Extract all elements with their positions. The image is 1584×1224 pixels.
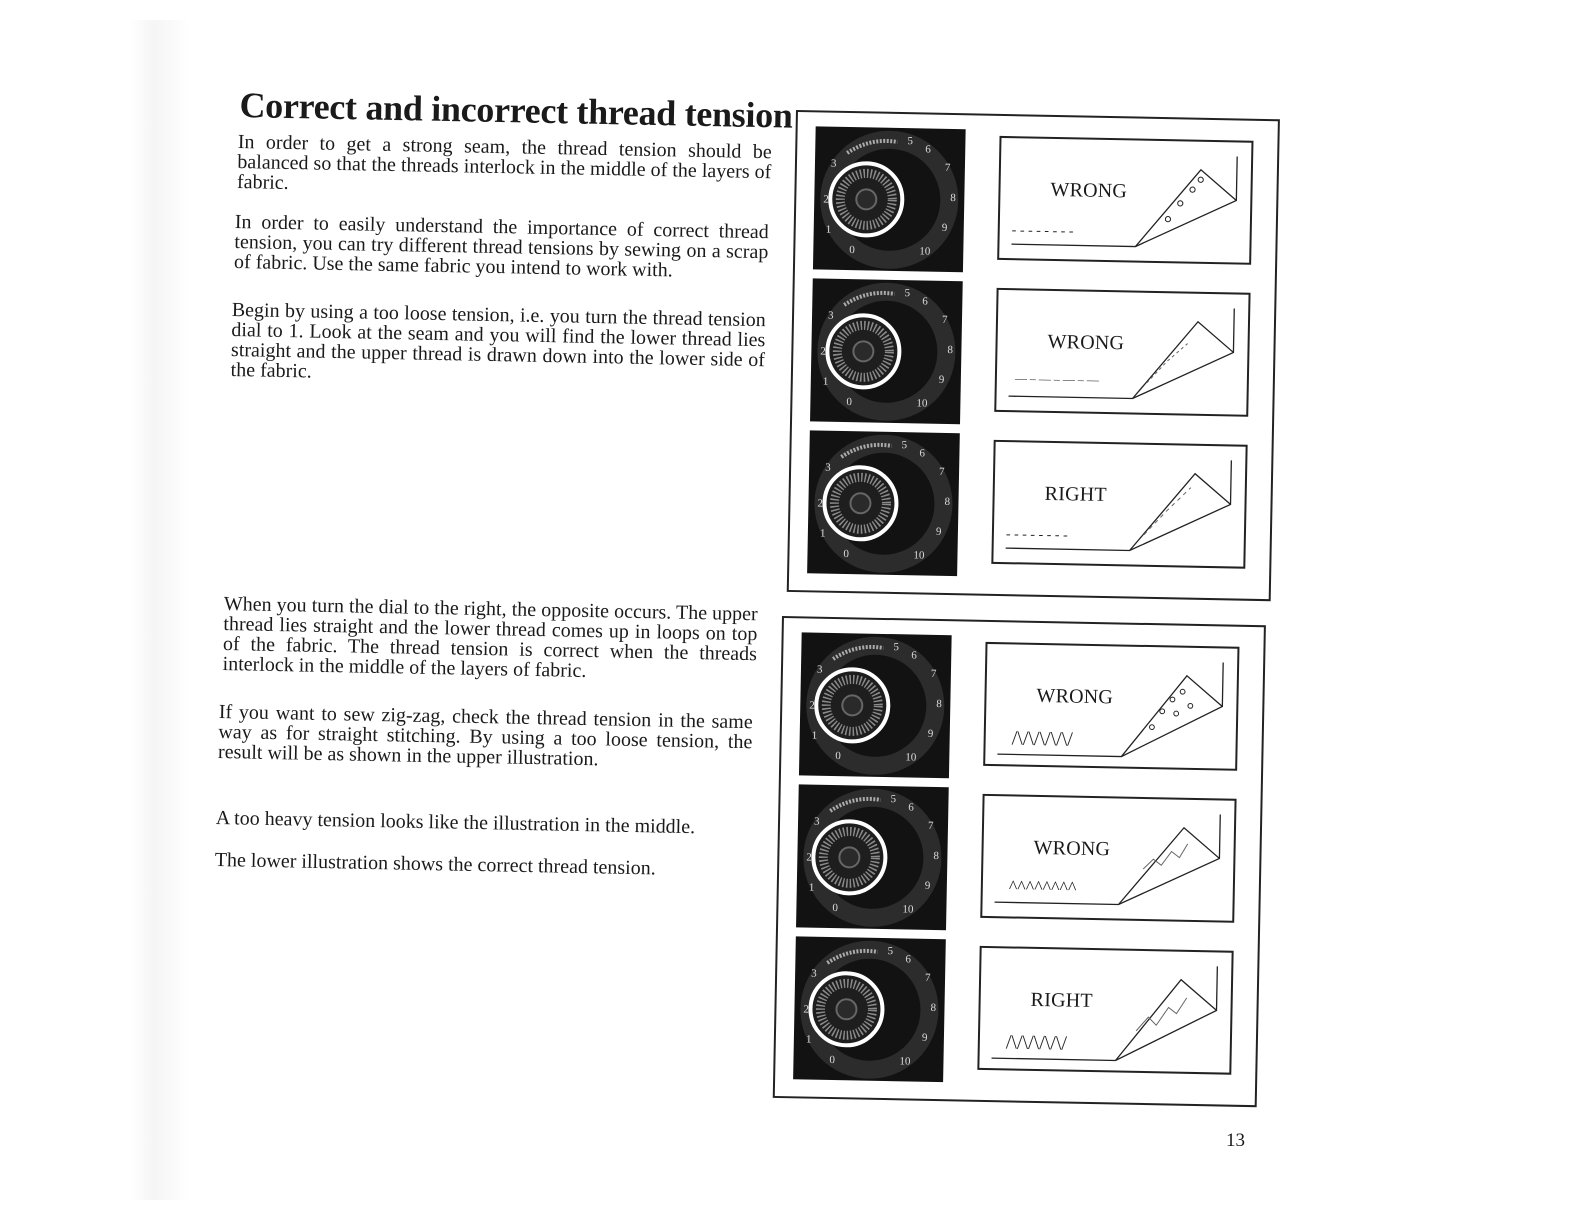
dial-number-6: 6 — [905, 953, 912, 966]
dial-number-0: 0 — [846, 396, 853, 409]
dial-number-9: 9 — [927, 727, 934, 740]
dial-number-5: 5 — [907, 135, 914, 148]
diagram-label: WRONG — [1033, 836, 1111, 861]
dial-number-10: 10 — [899, 1055, 911, 1068]
paragraph-loose-tension: Begin by using a too loose tension, i.e. you turn the thread tension dial to 1. Look at the seam and you will find the lower thread lies straight and the upper thread is drawn down into the lower side of the fabric. — [230, 299, 766, 383]
tension-dial-image — [813, 126, 966, 272]
dial-number-9: 9 — [941, 221, 948, 234]
tension-dial-image — [810, 278, 963, 424]
page-title: Correct and incorrect thread tension — [239, 84, 793, 136]
dial-number-8: 8 — [944, 495, 951, 509]
dial-number-7: 7 — [941, 313, 948, 326]
dial-number-10: 10 — [905, 751, 917, 764]
dial-number-8: 8 — [936, 697, 942, 711]
zigzag-stitch-panel — [773, 616, 1266, 1107]
stitch-line: /\/\/\/\/\/ — [1005, 1031, 1068, 1055]
tension-dial-graphic — [810, 278, 963, 424]
dial-number-3: 3 — [811, 967, 817, 980]
diagram-label: WRONG — [1050, 178, 1128, 203]
stitch-diagram-heavy — [994, 288, 1250, 417]
dial-number-5: 5 — [893, 641, 900, 654]
dial-number-0: 0 — [835, 750, 841, 763]
dial-number-5: 5 — [904, 287, 911, 300]
stitch-line: - - - - - - - - — [1011, 223, 1074, 240]
dial-number-9: 9 — [935, 525, 942, 538]
dial-number-3: 3 — [830, 157, 837, 170]
straight-stitch-panel — [787, 110, 1280, 601]
tension-dial-image — [807, 430, 960, 576]
page-binding-shadow — [130, 20, 190, 1200]
dial-number-2: 2 — [809, 699, 815, 712]
dial-number-9: 9 — [921, 1031, 928, 1044]
dial-number-7: 7 — [924, 971, 931, 984]
dial-number-7: 7 — [944, 161, 951, 174]
diagram-label: WRONG — [1047, 330, 1125, 355]
dial-number-10: 10 — [902, 903, 914, 916]
paragraph-tight-tension: When you turn the dial to the right, the opposite occurs. The upper thread lies straight and the lower thread comes up in loops on top of the fabric. The thread tension is correct when the threads interlock in the middle of the layers of fabric. — [222, 593, 758, 682]
dial-number-7: 7 — [927, 819, 934, 832]
dial-number-1: 1 — [825, 223, 832, 236]
dial-number-6: 6 — [908, 801, 914, 814]
tension-dial-image — [799, 632, 952, 778]
dial-number-6: 6 — [911, 649, 917, 662]
dial-number-5: 5 — [887, 945, 894, 958]
stitch-line: /\/\/\/\/\/ — [1011, 727, 1074, 751]
dial-number-8: 8 — [950, 191, 956, 205]
dial-number-7: 7 — [938, 465, 945, 478]
dial-number-1: 1 — [811, 729, 818, 742]
tension-dial-graphic — [796, 784, 949, 930]
dial-number-9: 9 — [924, 879, 931, 892]
zigzag-diagram-heavy — [980, 794, 1236, 923]
dial-number-0: 0 — [849, 244, 855, 257]
tension-dial-graphic — [799, 632, 952, 778]
tension-dial-graphic — [793, 936, 946, 1082]
dial-number-0: 0 — [832, 902, 839, 915]
zigzag-diagram-correct — [977, 946, 1233, 1075]
dial-number-5: 5 — [901, 439, 908, 452]
dial-number-3: 3 — [813, 815, 820, 828]
tension-dial-graphic — [807, 430, 960, 576]
diagram-label: RIGHT — [1030, 988, 1093, 1013]
dial-number-2: 2 — [823, 193, 829, 206]
paragraph-intro: In order to get a strong seam, the thread tension should be balanced so that the threads interlock in the middle of the layers of fabric. — [236, 131, 772, 194]
dial-number-6: 6 — [925, 143, 931, 156]
stitch-line: — – — – — – — — [1014, 371, 1100, 387]
tension-dial-image — [796, 784, 949, 930]
dial-number-1: 1 — [822, 375, 829, 388]
dial-number-6: 6 — [922, 295, 928, 308]
dial-number-8: 8 — [933, 849, 940, 863]
stitch-illustration — [982, 796, 1234, 921]
dial-number-2: 2 — [803, 1003, 810, 1016]
dial-number-0: 0 — [843, 547, 850, 561]
dial-number-2: 2 — [806, 851, 812, 864]
stitch-line: - - - - - - - - — [1005, 527, 1068, 544]
dial-number-6: 6 — [919, 447, 926, 460]
dial-number-1: 1 — [805, 1033, 812, 1046]
stitch-illustration — [996, 290, 1248, 415]
dial-number-8: 8 — [947, 343, 954, 357]
paragraph-zigzag: If you want to sew zig-zag, check the thread tension in the same way as for straight stitching. By using a too loose tension, the result will be as shown in the upper illustration. — [217, 701, 753, 771]
diagram-label: RIGHT — [1044, 482, 1107, 507]
page-number: 13 — [1226, 1130, 1245, 1151]
stitch-illustration — [985, 644, 1237, 769]
dial-number-10: 10 — [913, 549, 925, 562]
dial-number-1: 1 — [819, 527, 826, 540]
dial-number-10: 10 — [916, 397, 928, 410]
diagram-label: WRONG — [1036, 684, 1114, 709]
dial-number-3: 3 — [816, 663, 823, 676]
paragraph-correct-tension: The lower illustration shows the correct thread tension. — [214, 849, 656, 880]
paragraph-heavy-tension: A too heavy tension looks like the illustration in the middle. — [215, 807, 696, 839]
dial-number-3: 3 — [827, 309, 834, 322]
stitch-diagram-loose — [997, 136, 1253, 265]
stitch-illustration — [993, 442, 1245, 567]
stitch-illustration — [979, 948, 1231, 1073]
dial-number-2: 2 — [817, 497, 824, 510]
dial-number-8: 8 — [930, 1001, 937, 1015]
dial-number-7: 7 — [930, 667, 937, 680]
tension-dial-graphic — [813, 126, 966, 272]
dial-number-0: 0 — [829, 1053, 836, 1067]
dial-number-5: 5 — [890, 793, 897, 806]
dial-number-2: 2 — [820, 345, 826, 358]
stitch-line: ^^^^^^^^ — [1008, 876, 1077, 898]
dial-number-9: 9 — [938, 373, 945, 386]
zigzag-diagram-loose — [983, 642, 1239, 771]
stitch-diagram-correct — [991, 440, 1247, 569]
paragraph-experiment: In order to easily understand the importance of correct thread tension, you can try different thread tensions by sewing on a scrap of fabric. Use the same fabric you intend to work with. — [233, 211, 769, 282]
dial-number-3: 3 — [825, 461, 831, 474]
stitch-illustration — [999, 138, 1251, 263]
tension-dial-image — [793, 936, 946, 1082]
dial-number-10: 10 — [919, 245, 931, 258]
dial-number-1: 1 — [808, 881, 815, 894]
